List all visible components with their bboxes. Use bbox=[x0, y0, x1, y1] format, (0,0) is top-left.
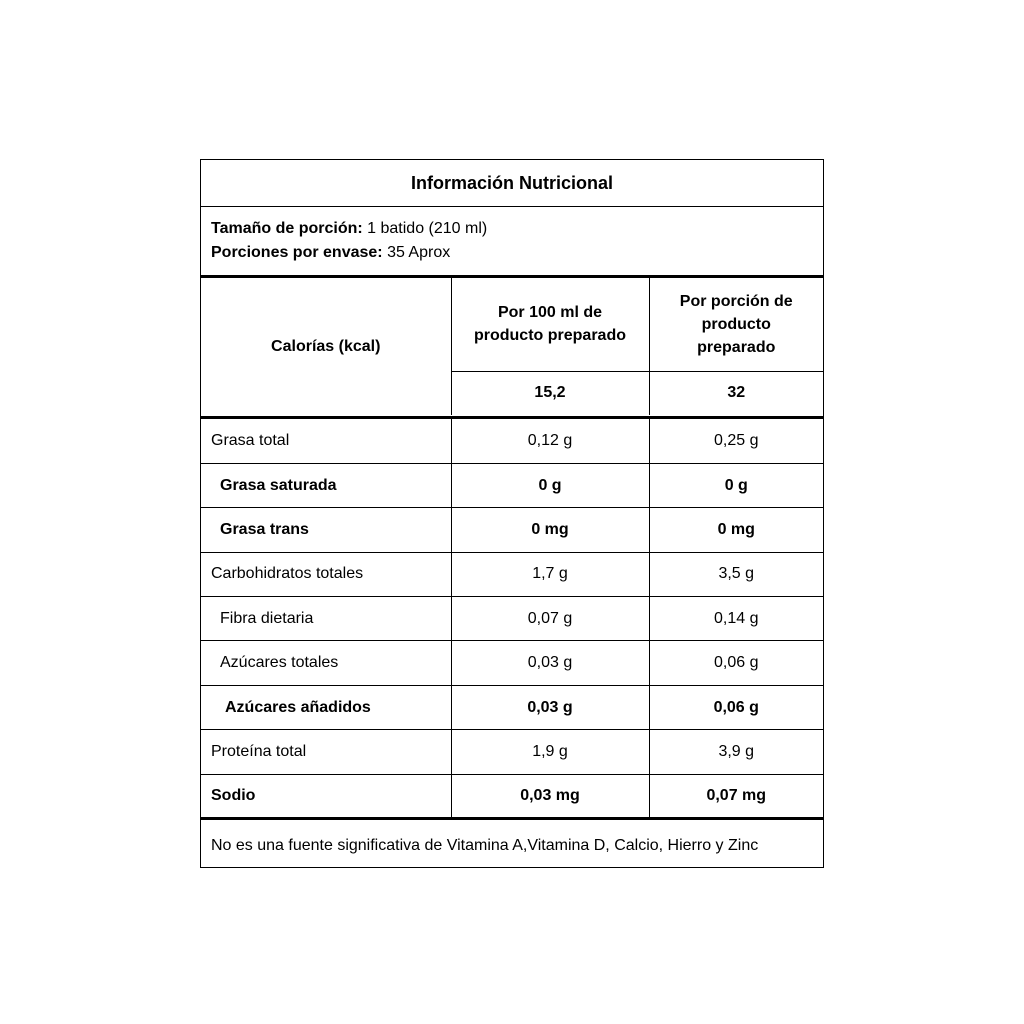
nutrient-per-100ml: 0,03 g bbox=[451, 685, 649, 729]
nutrient-per-serving: 0 mg bbox=[649, 508, 823, 552]
nutrient-per-100ml: 0,03 mg bbox=[451, 774, 649, 818]
nutrition-facts-label bbox=[200, 159, 824, 868]
serving-size-line bbox=[211, 217, 813, 241]
nutrient-per-serving: 0,14 g bbox=[649, 597, 823, 641]
nutrient-per-serving: 0 g bbox=[649, 463, 823, 507]
nutrient-per-serving: 0,25 g bbox=[649, 419, 823, 463]
footnote: No es una fuente significativa de Vitamina A,Vitamina D, Calcio, Hierro y Zinc bbox=[211, 837, 759, 854]
nutrient-per-100ml: 1,9 g bbox=[451, 730, 649, 774]
servings-per-container-label: Porciones por envase: bbox=[211, 244, 383, 261]
column-header-per-serving bbox=[649, 278, 823, 371]
calories-section bbox=[201, 278, 823, 415]
nutrient-per-100ml: 0 g bbox=[451, 463, 649, 507]
calories-label: Calorías (kcal) bbox=[201, 278, 451, 415]
nutrient-per-serving: 0,06 g bbox=[649, 685, 823, 729]
servings-per-container-line bbox=[211, 241, 813, 265]
nutrient-name: Azúcares totales bbox=[201, 641, 451, 685]
nutrient-name: Carbohidratos totales bbox=[201, 552, 451, 596]
calories-per-100ml: 15,2 bbox=[451, 371, 649, 415]
nutrient-name: Grasa trans bbox=[201, 508, 451, 552]
nutrient-per-100ml: 0,12 g bbox=[451, 419, 649, 463]
table-row bbox=[201, 774, 823, 818]
nutrient-per-serving: 3,5 g bbox=[649, 552, 823, 596]
table-row bbox=[201, 730, 823, 774]
table-row bbox=[201, 508, 823, 552]
nutrient-name: Grasa total bbox=[201, 419, 451, 463]
column-header-per-100ml-text: Por 100 ml de producto preparado bbox=[473, 304, 626, 345]
serving-info bbox=[201, 207, 823, 278]
table-row bbox=[201, 463, 823, 507]
nutrient-name: Fibra dietaria bbox=[201, 597, 451, 641]
nutrient-per-serving: 0,07 mg bbox=[649, 774, 823, 818]
nutrient-per-100ml: 0 mg bbox=[451, 508, 649, 552]
calories-per-serving: 32 bbox=[727, 384, 746, 402]
table-row bbox=[201, 641, 823, 685]
serving-size-label: Tamaño de porción: bbox=[211, 220, 363, 237]
table-row bbox=[201, 685, 823, 729]
table-row bbox=[201, 552, 823, 596]
nutrient-name: Azúcares añadidos bbox=[201, 685, 451, 729]
serving-size-value: 1 batido (210 ml) bbox=[362, 220, 488, 237]
column-header-per-100ml bbox=[451, 278, 649, 371]
table-row bbox=[201, 597, 823, 641]
nutrient-per-100ml: 1,7 g bbox=[451, 552, 649, 596]
nutrient-per-100ml: 0,03 g bbox=[451, 641, 649, 685]
nutrient-per-serving: 3,9 g bbox=[649, 730, 823, 774]
nutrient-per-serving: 0,06 g bbox=[649, 641, 823, 685]
nutrients-table bbox=[201, 416, 823, 820]
nutrient-name: Grasa saturada bbox=[201, 463, 451, 507]
nutrient-per-100ml: 0,07 g bbox=[451, 597, 649, 641]
servings-per-container-value: 35 Aprox bbox=[382, 244, 451, 261]
table-row bbox=[201, 419, 823, 463]
nutrient-name: Proteína total bbox=[201, 730, 451, 774]
column-header-per-serving-text: Por porción de producto preparado bbox=[679, 292, 793, 356]
nutrient-name: Sodio bbox=[201, 774, 451, 818]
label-title: Información Nutricional bbox=[201, 160, 823, 207]
